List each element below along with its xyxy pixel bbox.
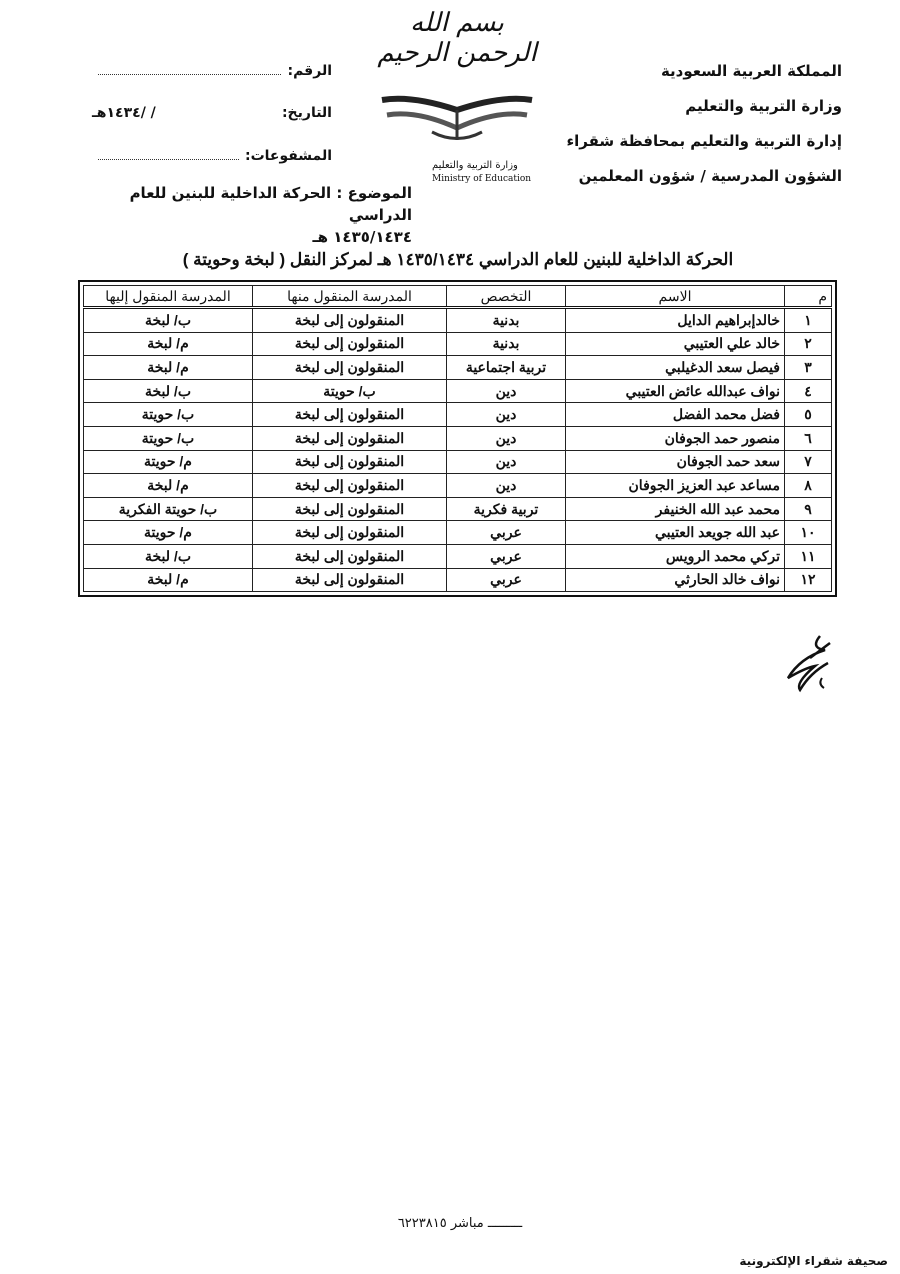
table-row [84, 521, 832, 545]
specialty-cell: دين [447, 450, 566, 474]
table-header-row [84, 286, 832, 308]
row-number-cell: ٢ [785, 332, 832, 356]
attachments-field [92, 147, 332, 164]
row-number-cell: ٦ [785, 426, 832, 450]
admin-line: إدارة التربية والتعليم بمحافظة شقراء [566, 132, 842, 150]
specialty-cell: دين [447, 403, 566, 427]
footer-direct-line: ـــــــــ مباشر ٦٢٢٣٨١٥ [397, 1216, 523, 1231]
ministry-emblem [372, 8, 542, 188]
kingdom-line: المملكة العربية السعودية [660, 62, 842, 80]
specialty-cell: تربية اجتماعية [447, 356, 566, 380]
teacher-name-cell: نواف خالد الحارثي [566, 568, 785, 592]
to-school-cell: م/ لبخة [84, 332, 253, 356]
specialty-cell: دين [447, 474, 566, 498]
row-number-cell: ١٢ [785, 568, 832, 592]
specialty-cell: بدنية [447, 308, 566, 333]
to-school-cell: ب/ حويتة [84, 403, 253, 427]
number-label: الرقم: [287, 63, 332, 79]
row-number-cell: ٥ [785, 403, 832, 427]
to-school-cell: ب/ لبخة [84, 379, 253, 403]
teacher-name-cell: عبد الله جويعد العتيبي [566, 521, 785, 545]
date-label: التاريخ: [281, 105, 332, 121]
table-row [84, 497, 832, 521]
teacher-name-cell: محمد عبد الله الخنيفر [566, 497, 785, 521]
date-value: / /١٤٣٤هـ [92, 105, 156, 121]
table-row [84, 568, 832, 592]
table-row [84, 474, 832, 498]
from-school-cell: المنقولون إلى لبخة [253, 474, 447, 498]
subject-line-2: ١٤٣٥/١٤٣٤ هـ [312, 228, 412, 246]
number-field [92, 62, 332, 79]
to-school-cell: م/ لبخة [84, 568, 253, 592]
from-school-cell: المنقولون إلى لبخة [253, 450, 447, 474]
specialty-cell: تربية فكرية [447, 497, 566, 521]
specialty-cell: عربي [447, 544, 566, 568]
header-from-school: المدرسة المنقول منها [253, 286, 447, 308]
teacher-name-cell: فيصل سعد الدغيلبي [566, 356, 785, 380]
teacher-name-cell: تركي محمد الرويس [566, 544, 785, 568]
from-school-cell: المنقولون إلى لبخة [253, 403, 447, 427]
subject-line-1: الموضوع : الحركة الداخلية للبنين للعام الدراسي [129, 184, 412, 224]
transfer-table [83, 285, 832, 592]
teacher-name-cell: نواف عبدالله عائض العتيبي [566, 379, 785, 403]
to-school-cell: ب/ لبخة [84, 308, 253, 333]
specialty-cell: دين [447, 379, 566, 403]
teacher-name-cell: خالدإبراهيم الدايل [566, 308, 785, 333]
table-row [84, 544, 832, 568]
specialty-cell: عربي [447, 521, 566, 545]
row-number-cell: ٤ [785, 379, 832, 403]
teacher-name-cell: فضل محمد الفضل [566, 403, 785, 427]
row-number-cell: ٩ [785, 497, 832, 521]
to-school-cell: م/ حويتة [84, 450, 253, 474]
from-school-cell: المنقولون إلى لبخة [253, 544, 447, 568]
department-line: الشؤون المدرسية / شؤون المعلمين [578, 167, 842, 185]
table-row [84, 356, 832, 380]
to-school-cell: م/ لبخة [84, 474, 253, 498]
basmala-calligraphy: بسم الله الرحمن الرحيم [377, 8, 537, 68]
row-number-cell: ٣ [785, 356, 832, 380]
number-dotted-line [98, 62, 281, 75]
ministry-logo-text-en: Ministry of Education [432, 174, 532, 184]
row-number-cell: ١١ [785, 544, 832, 568]
teacher-name-cell: خالد علي العتيبي [566, 332, 785, 356]
header-specialty: التخصص [447, 286, 566, 308]
table-row [84, 308, 832, 333]
from-school-cell: المنقولون إلى لبخة [253, 332, 447, 356]
letterhead-right [542, 62, 842, 202]
signature-icon [780, 628, 840, 698]
to-school-cell: ب/ حويتة [84, 426, 253, 450]
ministry-line: وزارة التربية والتعليم [685, 97, 842, 115]
attachments-dotted-line [98, 147, 239, 160]
teacher-name-cell: منصور حمد الجوفان [566, 426, 785, 450]
header-number: م [785, 286, 832, 308]
specialty-cell: عربي [447, 568, 566, 592]
subject-block [62, 182, 412, 248]
from-school-cell: المنقولون إلى لبخة [253, 308, 447, 333]
table-row [84, 426, 832, 450]
row-number-cell: ٨ [785, 474, 832, 498]
teacher-name-cell: مساعد عبد العزيز الجوفان [566, 474, 785, 498]
table-row [84, 450, 832, 474]
newspaper-watermark: صحيفة شقراء الإلكترونية [739, 1254, 888, 1268]
to-school-cell: ب/ حويتة الفكرية [84, 497, 253, 521]
letterhead-left [92, 62, 332, 190]
from-school-cell: المنقولون إلى لبخة [253, 426, 447, 450]
from-school-cell: المنقولون إلى لبخة [253, 356, 447, 380]
transfer-table-frame [78, 280, 837, 597]
to-school-cell: م/ لبخة [84, 356, 253, 380]
header-name: الاسم [566, 286, 785, 308]
to-school-cell: م/ حويتة [84, 521, 253, 545]
header-to-school: المدرسة المنقول إليها [84, 286, 253, 308]
attachments-label: المشفوعات: [244, 148, 332, 164]
book-logo-icon [372, 70, 542, 160]
from-school-cell: المنقولون إلى لبخة [253, 497, 447, 521]
specialty-cell: دين [447, 426, 566, 450]
from-school-cell: المنقولون إلى لبخة [253, 568, 447, 592]
table-row [84, 403, 832, 427]
teacher-name-cell: سعد حمد الجوفان [566, 450, 785, 474]
date-field [92, 105, 332, 121]
row-number-cell: ٧ [785, 450, 832, 474]
from-school-cell: المنقولون إلى لبخة [253, 521, 447, 545]
row-number-cell: ١ [785, 308, 832, 333]
row-number-cell: ١٠ [785, 521, 832, 545]
from-school-cell: ب/ حويتة [253, 379, 447, 403]
ministry-logo-text-ar: وزارة التربية والتعليم [432, 160, 518, 171]
document-title: الحركة الداخلية للبنين للعام الدراسي ١٤٣٥/١٤٣٤ هـ لمركز النقل ( لبخة وحويتة ) [182, 250, 734, 269]
to-school-cell: ب/ لبخة [84, 544, 253, 568]
table-row [84, 332, 832, 356]
table-row [84, 379, 832, 403]
specialty-cell: بدنية [447, 332, 566, 356]
